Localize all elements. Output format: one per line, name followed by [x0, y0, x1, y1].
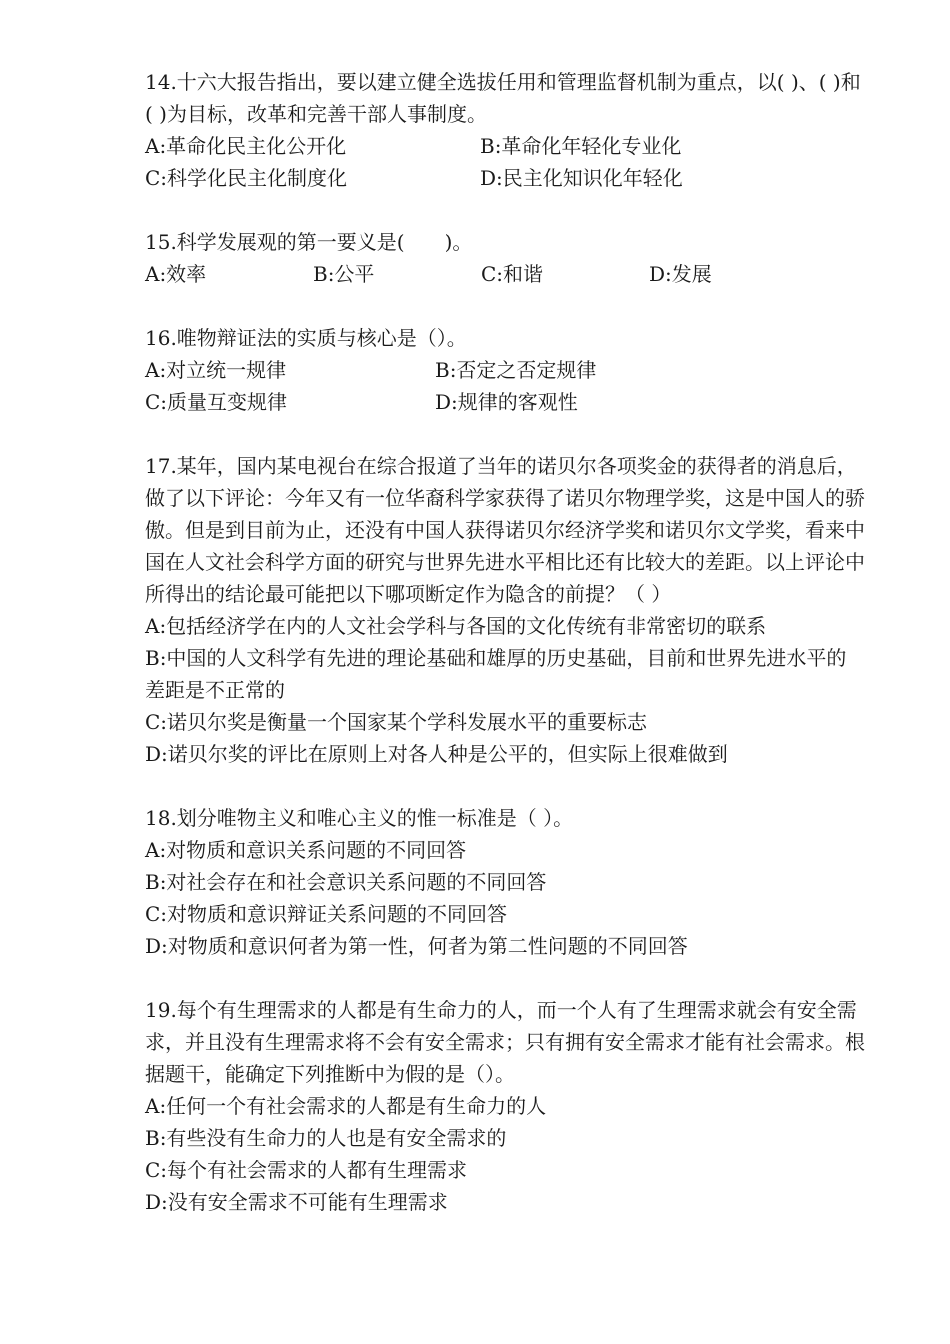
question-19	[145, 994, 865, 1218]
question-15	[145, 226, 865, 290]
option-d: D:没有安全需求不可能有生理需求	[145, 1190, 448, 1214]
option-row	[145, 130, 865, 162]
option-a: A:效率	[145, 262, 207, 286]
question-18	[145, 802, 865, 962]
option-row	[145, 354, 865, 386]
option-c: C:科学化民主化制度化	[145, 166, 348, 190]
option-row	[145, 386, 865, 418]
option-d: D:对物质和意识何者为第一性，何者为第二性问题的不同回答	[145, 934, 688, 958]
option-b: B:革命化年轻化专业化	[480, 134, 682, 158]
option-c: C:对物质和意识辩证关系问题的不同回答	[145, 902, 508, 926]
option-b: B:公平	[313, 262, 375, 286]
option-d: D:发展	[649, 262, 712, 286]
option-c: C:诺贝尔奖是衡量一个国家某个学科发展水平的重要标志	[145, 710, 648, 734]
question-text: 16.唯物辩证法的实质与核心是（）。	[145, 326, 467, 350]
question-17	[145, 450, 865, 770]
question-text: 14.十六大报告指出，要以建立健全选拔任用和管理监督机制为重点，以( )、( )和( )为目标，改革和完善干部人事制度。	[145, 70, 861, 126]
option-row	[145, 258, 865, 290]
document-page	[145, 66, 865, 1250]
option-a: A:任何一个有社会需求的人都是有生命力的人	[145, 1094, 547, 1118]
question-text: 15.科学发展观的第一要义是( )。	[145, 230, 473, 254]
option-b: B:有些没有生命力的人也是有安全需求的	[145, 1126, 507, 1150]
option-c: C:和谐	[481, 262, 544, 286]
option-b: B:对社会存在和社会意识关系问题的不同回答	[145, 870, 547, 894]
question-text: 19.每个有生理需求的人都是有生命力的人，而一个人有了生理需求就会有安全需求，并且没有生理需求将不会有安全需求；只有拥有安全需求才能有社会需求。根据题干，能确定下列推断中为假的是（）。	[145, 998, 865, 1086]
option-row	[145, 162, 865, 194]
option-b: B:中国的人文科学有先进的理论基础和雄厚的历史基础，目前和世界先进水平的差距是不正常的	[145, 646, 847, 702]
option-d: D:规律的客观性	[435, 390, 578, 414]
question-16	[145, 322, 865, 418]
question-14	[145, 66, 865, 194]
option-a: A:革命化民主化公开化	[145, 134, 347, 158]
option-d: D:诺贝尔奖的评比在原则上对各人种是公平的，但实际上很难做到	[145, 742, 728, 766]
question-text: 18.划分唯物主义和唯心主义的惟一标准是（ ）。	[145, 806, 574, 830]
option-b: B:否定之否定规律	[435, 358, 597, 382]
option-d: D:民主化知识化年轻化	[480, 166, 683, 190]
option-c: C:质量互变规律	[145, 390, 288, 414]
option-a: A:包括经济学在内的人文社会学科与各国的文化传统有非常密切的联系	[145, 614, 767, 638]
option-c: C:每个有社会需求的人都有生理需求	[145, 1158, 468, 1182]
question-text: 17.某年，国内某电视台在综合报道了当年的诺贝尔各项奖金的获得者的消息后，做了以下评论：今年又有一位华裔科学家获得了诺贝尔物理学奖，这是中国人的骄傲。但是到目前为止，还没有中国人获得诺贝尔经济学奖和诺贝尔文学奖，看来中国在人文社会科学方面的研究与世界先进水平相比还有比较大的差距。以上评论中所得出的结论最可能把以下哪项断定作为隐含的前提？（ ）	[145, 454, 865, 606]
option-a: A:对物质和意识关系问题的不同回答	[145, 838, 467, 862]
option-a: A:对立统一规律	[145, 358, 287, 382]
